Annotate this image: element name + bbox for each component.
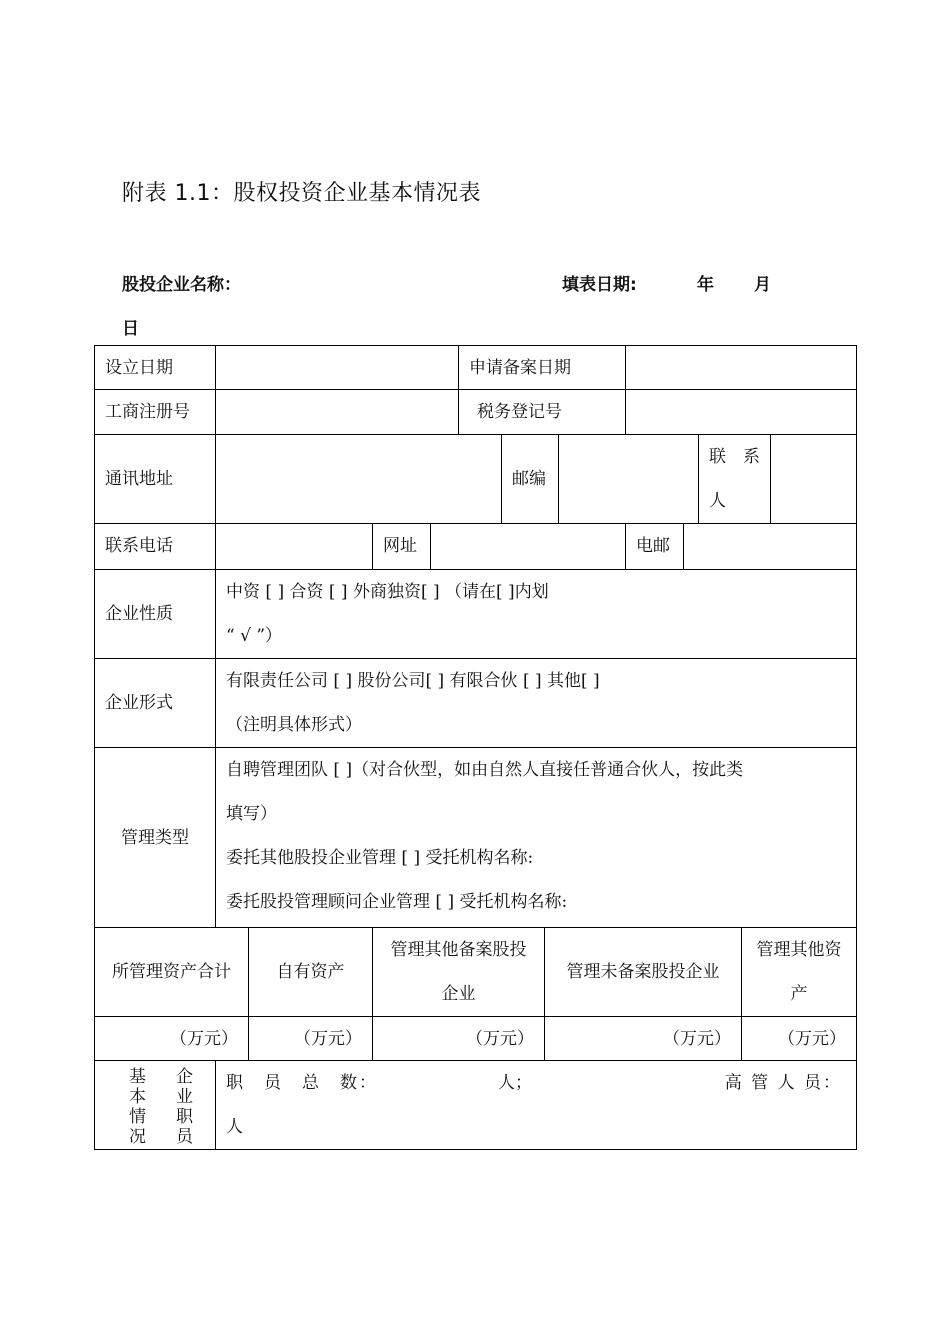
contact-person-label xyxy=(698,434,771,524)
staff-exec-person: 人 xyxy=(226,1117,243,1137)
assets-unfiled-text: 管理未备案股投企业 xyxy=(566,962,720,982)
postcode-label: 邮编 xyxy=(501,434,559,524)
staff-char-5: 情 xyxy=(129,1107,146,1127)
reg-no-label: 工商注册号 xyxy=(94,389,216,435)
mgmt-line4: 委托股投管理顾问企业管理 [ ] 受托机构名称: xyxy=(226,892,568,912)
assets-other-filed-header xyxy=(372,927,545,1017)
nature-options[interactable] xyxy=(215,569,857,659)
form-line2: （注明具体形式） xyxy=(226,715,362,735)
nature-line2: “ √ ”） xyxy=(226,626,283,646)
staff-total-person: 人； xyxy=(498,1073,532,1093)
address-label: 通讯地址 xyxy=(94,434,216,524)
setup-date-field[interactable] xyxy=(215,345,459,390)
staff-char-1: 基 xyxy=(129,1067,146,1087)
website-field[interactable] xyxy=(430,523,626,570)
website-label: 网址 xyxy=(372,523,431,570)
assets-own-header xyxy=(248,927,373,1017)
company-name-label: 股投企业名称： xyxy=(122,275,241,295)
email-label: 电邮 xyxy=(625,523,684,570)
setup-date-label: 设立日期 xyxy=(94,345,216,390)
staff-char-4: 业 xyxy=(176,1087,193,1107)
assets-other-filed-line1: 管理其他备案股投 xyxy=(390,940,527,960)
assets-total-header xyxy=(94,927,249,1017)
contact-person-line1: 联 系 xyxy=(709,447,760,467)
assets-unfiled-header xyxy=(544,927,742,1017)
email-field[interactable] xyxy=(683,523,857,570)
assets-other-header xyxy=(741,927,857,1017)
staff-char-6: 职 xyxy=(176,1107,193,1127)
staff-char-2: 企 xyxy=(176,1067,193,1087)
staff-basic-label xyxy=(94,1060,216,1150)
staff-char-7: 况 xyxy=(129,1127,146,1147)
page-title: 附表 1.1：股权投资企业基本情况表 xyxy=(122,181,481,206)
assets-own-text: 自有资产 xyxy=(276,962,345,982)
form-options[interactable] xyxy=(215,658,857,748)
mgmt-type-text: 管理类型 xyxy=(121,827,189,848)
assets-other-line1: 管理其他资 xyxy=(756,940,842,960)
phone-label: 联系电话 xyxy=(94,523,216,570)
fill-date-label: 填表日期: xyxy=(562,275,637,295)
mgmt-line1: 自聘管理团队 [ ]（对合伙型，如由自然人直接任普通合伙人，按此类 xyxy=(226,760,744,780)
mgmt-line3: 委托其他股投企业管理 [ ] 受托机构名称: xyxy=(226,848,534,868)
staff-line1 xyxy=(226,1061,850,1105)
reg-no-field[interactable] xyxy=(215,389,459,435)
contact-person-field[interactable] xyxy=(770,434,857,524)
assets-unfiled-unit[interactable]: （万元） xyxy=(544,1016,742,1061)
apply-date-label: 申请备案日期 xyxy=(458,345,626,390)
month-label: 月 xyxy=(754,275,771,295)
form-label: 企业形式 xyxy=(94,658,216,748)
address-field[interactable] xyxy=(215,434,502,524)
staff-counts[interactable] xyxy=(215,1060,857,1150)
staff-total-label: 职 员 总 数： xyxy=(226,1073,378,1093)
day-label: 日 xyxy=(122,319,139,339)
nature-line1: 中资 [ ] 合资 [ ] 外商独资[ ] （请在[ ]内划 xyxy=(226,582,549,602)
mgmt-type-label xyxy=(94,747,216,928)
nature-label: 企业性质 xyxy=(94,569,216,659)
staff-char-3: 本 xyxy=(129,1087,146,1107)
contact-person-line2: 人 xyxy=(709,491,726,511)
tax-no-label: 税务登记号 xyxy=(458,389,626,435)
mgmt-line2: 填写） xyxy=(226,804,277,824)
phone-field[interactable] xyxy=(215,523,373,570)
assets-other-line2: 产 xyxy=(790,984,808,1004)
form-line1: 有限责任公司 [ ] 股份公司[ ] 有限合伙 [ ] 其他[ ] xyxy=(226,671,600,691)
assets-other-filed-line2: 企业 xyxy=(441,984,476,1004)
assets-other-unit[interactable]: （万元） xyxy=(741,1016,857,1061)
staff-exec-label: 高 管 人 员： xyxy=(724,1073,842,1093)
assets-other-filed-unit[interactable]: （万元） xyxy=(372,1016,545,1061)
assets-total-unit[interactable]: （万元） xyxy=(94,1016,249,1061)
tax-no-field[interactable] xyxy=(625,389,857,435)
staff-char-8: 员 xyxy=(176,1127,193,1147)
year-label: 年 xyxy=(697,275,714,295)
mgmt-type-options[interactable] xyxy=(215,747,857,928)
postcode-field[interactable] xyxy=(558,434,699,524)
assets-total-text: 所管理资产合计 xyxy=(112,962,231,982)
apply-date-field[interactable] xyxy=(625,345,857,390)
assets-own-unit[interactable]: （万元） xyxy=(248,1016,373,1061)
